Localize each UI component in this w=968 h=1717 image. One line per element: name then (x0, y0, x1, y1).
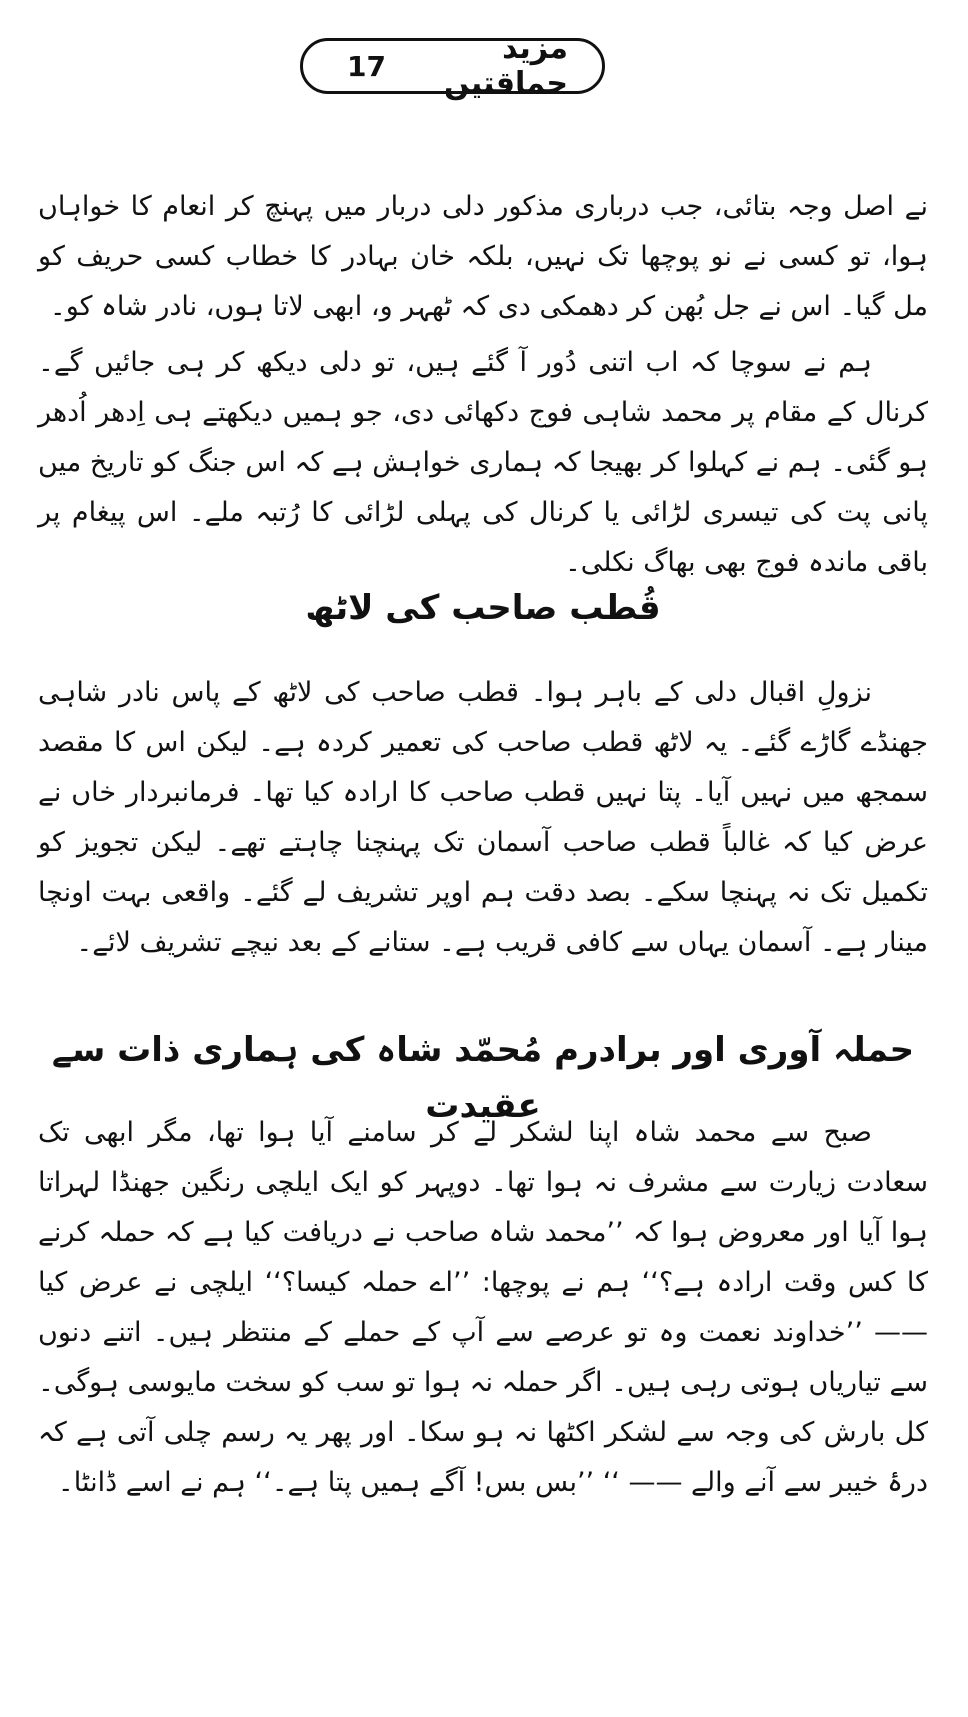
page-number: 17 (347, 49, 386, 83)
section-heading-attack: حملہ آوری اور برادرم مُحمّد شاہ کی ہماری ذات سے عقیدت (51, 1030, 915, 1126)
page-body (38, 182, 928, 1508)
section-heading-qutb-lath: قُطب صاحب کی لاٹھ (305, 588, 661, 628)
paragraph-nadir-shah-invitation: نے اصل وجہ بتائی، جب درباری مذکور دلی دربار میں پہنچ کر انعام کا خواہاں ہوا، تو کسی نے نو پوچھا تک نہیں، بلکہ خان بہادر کا خطاب کسی حریف کو مل گیا۔ اس نے جل بُھن کر دھمکی دی کہ ٹھہر و، ابھی لاتا ہوں، نادر شاہ کو۔ (38, 191, 928, 322)
paragraph-attack: صبح سے محمد شاہ اپنا لشکر لے کر سامنے آیا ہوا تھا، مگر ابھی تک سعادت زیارت سے مشرف نہ ہوا تھا۔ دوپہر کو ایک ایلچی رنگین جھنڈا لہراتا ہوا آیا اور معروض ہوا کہ ’’محمد شاہ صاحب نے دریافت کیا ہے کہ حملہ کرنے کا کس وقت ارادہ ہے؟‘‘ ہم نے پوچھا: ’’اے حملہ کیسا؟‘‘ ایلچی نے عرض کیا —— ’’خداوند نعمت وہ تو عرصے سے آپ کے حملے کے منتظر ہیں۔ اتنے دنوں سے تیاریاں ہوتی رہی ہیں۔ اگر حملہ نہ ہوا تو سب کو سخت مایوسی ہوگی۔ کل بارش کی وجہ سے لشکر اکٹھا نہ ہو سکا۔ اور پھر یہ رسم چلی آتی ہے کہ درۂ خیبر سے آنے والے —— ‘‘ ’’بس بس! آگے ہمیں پتا ہے۔‘‘ ہم نے اسے ڈانٹا۔ (38, 1117, 928, 1498)
running-header (300, 31, 605, 101)
running-title: مزید حماقتیں (443, 31, 568, 101)
paragraph-qutb-lath: نزولِ اقبال دلی کے باہر ہوا۔ قطب صاحب کی لاٹھ کے پاس نادر شاہی جھنڈے گاڑے گئے۔ یہ لاٹھ قطب صاحب کی تعمیر کردہ ہے۔ لیکن اس کا مقصد سمجھ میں نہیں آیا۔ پتا نہیں قطب صاحب کا ارادہ کیا تھا۔ فرمانبردار خاں نے عرض کیا کہ غالباً قطب صاحب آسمان تک پہنچنا چاہتے تھے۔ لیکن تجویز کو تکمیل تک نہ پہنچا سکے۔ بصد دقت ہم اوپر تشریف لے گئے۔ واقعی بہت اونچا مینار ہے۔ آسمان یہاں سے کافی قریب ہے۔ ستانے کے بعد نیچے تشریف لائے۔ (38, 677, 928, 958)
paragraph-karnal: ہم نے سوچا کہ اب اتنی دُور آ گئے ہیں، تو دلی دیکھ کر ہی جائیں گے۔ کرنال کے مقام پر محمد شاہی فوج دکھائی دی، جو ہمیں دیکھتے ہی اِدھر اُدھر ہو گئی۔ ہم نے کہلوا کر بھیجا کہ ہماری خواہش ہے کہ اس جنگ کو تاریخ میں پانی پت کی تیسری لڑائی یا کرنال کی پہلی لڑائی کا رُتبہ ملے۔ اس پیغام پر باقی ماندہ فوج بھی بھاگ نکلی۔ (38, 347, 928, 578)
